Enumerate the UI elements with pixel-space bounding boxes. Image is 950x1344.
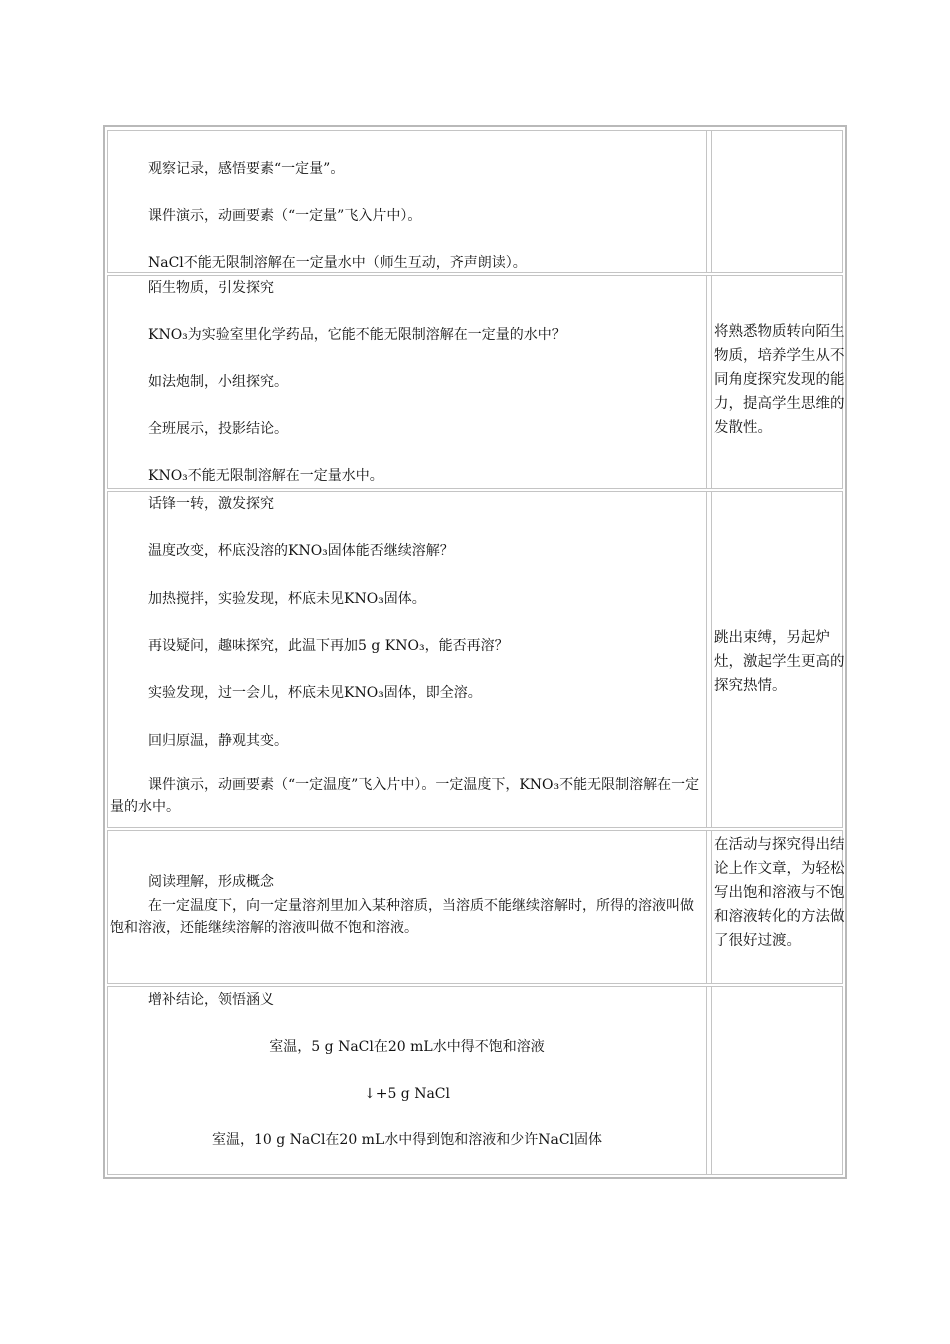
activity-line: 如法炮制，小组探究。 bbox=[148, 374, 288, 390]
lesson-table bbox=[103, 125, 847, 1179]
activity-cell bbox=[108, 131, 707, 272]
note-cell bbox=[711, 831, 845, 983]
table-row bbox=[107, 986, 843, 1175]
table-row bbox=[107, 275, 843, 489]
note-cell bbox=[711, 276, 845, 488]
activity-line: KNO₃不能无限制溶解在一定量水中。 bbox=[148, 468, 384, 484]
table-row bbox=[107, 130, 843, 273]
activity-line: 加热搅拌，实验发现，杯底未见KNO₃固体。 bbox=[148, 591, 426, 607]
activity-cell bbox=[108, 276, 707, 488]
table-row bbox=[107, 491, 843, 828]
activity-line: 室温，5 g NaCl在20 mL水中得不饱和溶液 bbox=[269, 1039, 545, 1055]
activity-line: 再设疑问，趣味探究，此温下再加5 g KNO₃，能否再溶？ bbox=[148, 638, 509, 654]
note-cell bbox=[711, 987, 842, 1174]
activity-line: 课件演示，动画要素（“一定量”飞入片中）。 bbox=[148, 208, 422, 224]
activity-line: 全班展示，投影结论。 bbox=[148, 421, 288, 437]
teaching-note: 在活动与探究得出结论上作文章，为轻松写出饱和溶液与不饱和溶液转化的方法做了很好过渡。 bbox=[714, 837, 845, 949]
table-row bbox=[107, 830, 843, 984]
activity-line: 温度改变，杯底没溶的KNO₃固体能否继续溶解？ bbox=[148, 543, 454, 559]
activity-line: KNO₃为实验室里化学药品，它能不能无限制溶解在一定量的水中？ bbox=[148, 327, 566, 343]
teaching-note: 跳出束缚，另起炉灶，激起学生更高的探究热情。 bbox=[714, 630, 845, 694]
activity-line: 实验发现，过一会儿，杯底未见KNO₃固体，即全溶。 bbox=[148, 685, 482, 701]
activity-line: 增补结论，领悟涵义 bbox=[148, 992, 274, 1008]
activity-line: 陌生物质，引发探究 bbox=[148, 280, 274, 296]
note-cell bbox=[711, 131, 842, 272]
activity-line: NaCl不能无限制溶解在一定量水中（师生互动，齐声朗读）。 bbox=[148, 255, 527, 271]
activity-paragraph: 在一定温度下，向一定量溶剂里加入某种溶质，当溶质不能继续溶解时，所得的溶液叫做饱和溶液，还能继续溶解的溶液叫做不饱和溶液。 bbox=[110, 898, 694, 936]
activity-line: 回归原温，静观其变。 bbox=[148, 733, 288, 749]
activity-paragraph: 课件演示，动画要素（“一定温度”飞入片中）。一定温度下，KNO₃不能无限制溶解在一定量的水中。 bbox=[110, 777, 700, 815]
activity-line: 阅读理解，形成概念 bbox=[148, 874, 274, 890]
activity-line: ↓+5 g NaCl bbox=[363, 1086, 451, 1102]
activity-cell bbox=[108, 831, 707, 983]
activity-cell bbox=[108, 492, 707, 827]
activity-line: 观察记录，感悟要素“一定量”。 bbox=[148, 161, 345, 177]
note-cell bbox=[711, 492, 845, 827]
teaching-note: 将熟悉物质转向陌生物质，培养学生从不同角度探究发现的能力，提高学生思维的发散性。 bbox=[714, 324, 845, 436]
activity-line: 话锋一转，激发探究 bbox=[148, 496, 274, 512]
activity-cell bbox=[108, 987, 707, 1174]
activity-line: 室温，10 g NaCl在20 mL水中得到饱和溶液和少许NaCl固体 bbox=[211, 1132, 603, 1148]
